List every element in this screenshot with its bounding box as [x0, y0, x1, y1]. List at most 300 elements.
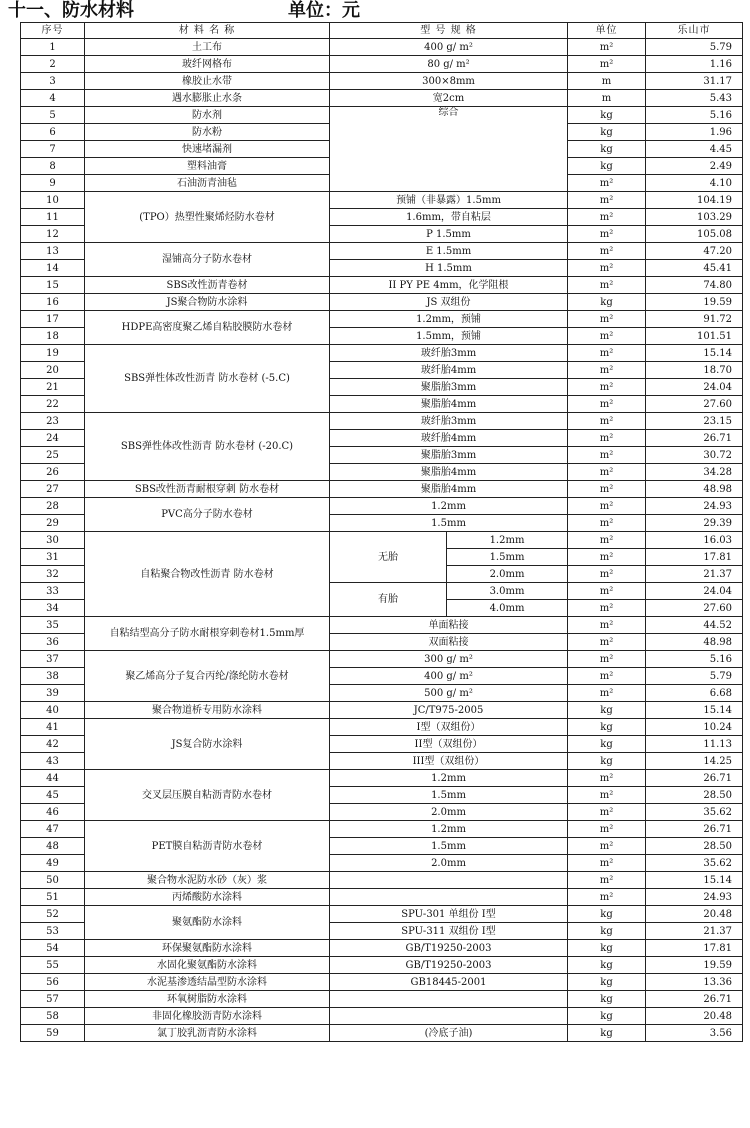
table-row: [21, 889, 743, 906]
unit: m²: [568, 362, 646, 379]
spec: 双面粘接: [330, 634, 568, 651]
material-name: 聚氨酯防水涂料: [85, 906, 330, 940]
unit: m²: [568, 396, 646, 413]
unit: m²: [568, 379, 646, 396]
unit: kg: [568, 1008, 646, 1025]
price: 44.52: [646, 617, 743, 634]
price: 74.80: [646, 277, 743, 294]
row-number: 20: [21, 362, 85, 379]
spec: 400 g/ m²: [330, 668, 568, 685]
price: 21.37: [646, 566, 743, 583]
unit: m²: [568, 311, 646, 328]
material-name: 石油沥青油毡: [85, 175, 330, 192]
spec: 1.2mm: [447, 532, 568, 549]
spec: [330, 1008, 568, 1025]
unit: m²: [568, 685, 646, 702]
row-number: 15: [21, 277, 85, 294]
table-row: [21, 56, 743, 73]
price: 45.41: [646, 260, 743, 277]
price: 5.79: [646, 39, 743, 56]
table-row: [21, 39, 743, 56]
unit: m²: [568, 838, 646, 855]
unit: kg: [568, 294, 646, 311]
price: 17.81: [646, 940, 743, 957]
material-name: SBS弹性体改性沥青 防水卷材 (-5.C): [85, 345, 330, 413]
price: 1.96: [646, 124, 743, 141]
row-number: 30: [21, 532, 85, 549]
spec: 综合: [330, 107, 568, 192]
price: 24.93: [646, 498, 743, 515]
row-number: 40: [21, 702, 85, 719]
row-number: 21: [21, 379, 85, 396]
unit: m²: [568, 600, 646, 617]
unit: m²: [568, 549, 646, 566]
material-name: 橡胶止水带: [85, 73, 330, 90]
price: 24.04: [646, 583, 743, 600]
unit: kg: [568, 702, 646, 719]
price: 103.29: [646, 209, 743, 226]
row-number: 25: [21, 447, 85, 464]
table-row: [21, 617, 743, 634]
spec: 1.6mm，带自粘层: [330, 209, 568, 226]
table-row: [21, 872, 743, 889]
material-name: SBS改性沥青卷材: [85, 277, 330, 294]
unit: kg: [568, 753, 646, 770]
row-number: 49: [21, 855, 85, 872]
price: 5.16: [646, 651, 743, 668]
material-name: 氯丁胶乳沥青防水涂料: [85, 1025, 330, 1042]
price: 27.60: [646, 396, 743, 413]
unit: m: [568, 73, 646, 90]
table-row: [21, 277, 743, 294]
price: 15.14: [646, 872, 743, 889]
row-number: 57: [21, 991, 85, 1008]
spec: 400 g/ m²: [330, 39, 568, 56]
material-name: JS聚合物防水涂料: [85, 294, 330, 311]
unit: kg: [568, 124, 646, 141]
price-table: [20, 22, 743, 1042]
unit: kg: [568, 923, 646, 940]
material-name: (TPO）热塑性聚烯烃防水卷材: [85, 192, 330, 243]
unit: m²: [568, 345, 646, 362]
unit: m²: [568, 413, 646, 430]
price: 26.71: [646, 430, 743, 447]
price: 10.24: [646, 719, 743, 736]
table-row: [21, 73, 743, 90]
unit: kg: [568, 940, 646, 957]
material-name: 塑料油膏: [85, 158, 330, 175]
table-row: [21, 974, 743, 991]
price: 48.98: [646, 481, 743, 498]
unit: kg: [568, 719, 646, 736]
unit: m²: [568, 889, 646, 906]
row-number: 55: [21, 957, 85, 974]
row-number: 48: [21, 838, 85, 855]
price: 14.25: [646, 753, 743, 770]
price: 29.39: [646, 515, 743, 532]
spec: 玻纤胎4mm: [330, 362, 568, 379]
table-header-row: [21, 23, 743, 39]
price: 3.56: [646, 1025, 743, 1042]
price: 15.14: [646, 702, 743, 719]
spec: 4.0mm: [447, 600, 568, 617]
price: 5.43: [646, 90, 743, 107]
spec: 玻纤胎3mm: [330, 345, 568, 362]
unit: m²: [568, 481, 646, 498]
row-number: 36: [21, 634, 85, 651]
unit: m²: [568, 583, 646, 600]
material-name: PVC高分子防水卷材: [85, 498, 330, 532]
unit: m²: [568, 209, 646, 226]
price: 24.93: [646, 889, 743, 906]
col-header-name: 材 料 名 称: [85, 23, 330, 39]
spec: 2.0mm: [330, 855, 568, 872]
row-number: 58: [21, 1008, 85, 1025]
unit: m²: [568, 243, 646, 260]
row-number: 17: [21, 311, 85, 328]
price: 21.37: [646, 923, 743, 940]
price: 1.16: [646, 56, 743, 73]
row-number: 59: [21, 1025, 85, 1042]
table-row: [21, 702, 743, 719]
unit: m²: [568, 872, 646, 889]
unit: kg: [568, 107, 646, 124]
unit: m²: [568, 175, 646, 192]
spec: 聚脂胎4mm: [330, 481, 568, 498]
unit: kg: [568, 1025, 646, 1042]
material-name: 环保聚氨酯防水涂料: [85, 940, 330, 957]
row-number: 39: [21, 685, 85, 702]
unit: m²: [568, 260, 646, 277]
unit: m²: [568, 770, 646, 787]
row-number: 41: [21, 719, 85, 736]
spec-group: 无胎: [330, 532, 447, 583]
row-number: 27: [21, 481, 85, 498]
material-name: 自粘结型高分子防水耐根穿刺卷材1.5mm厚: [85, 617, 330, 651]
material-name: 水泥基渗透结晶型防水涂料: [85, 974, 330, 991]
row-number: 47: [21, 821, 85, 838]
row-number: 53: [21, 923, 85, 940]
table-row: [21, 498, 743, 515]
row-number: 46: [21, 804, 85, 821]
price: 104.19: [646, 192, 743, 209]
unit: m²: [568, 430, 646, 447]
table-row: [21, 294, 743, 311]
row-number: 38: [21, 668, 85, 685]
row-number: 32: [21, 566, 85, 583]
row-number: 9: [21, 175, 85, 192]
price: 23.15: [646, 413, 743, 430]
spec: II PY PE 4mm，化学阻根: [330, 277, 568, 294]
price: 26.71: [646, 770, 743, 787]
section-title: 十一、防水材料: [8, 0, 134, 21]
row-number: 7: [21, 141, 85, 158]
material-name: 防水粉: [85, 124, 330, 141]
row-number: 45: [21, 787, 85, 804]
table-row: [21, 311, 743, 328]
price: 35.62: [646, 804, 743, 821]
row-number: 13: [21, 243, 85, 260]
row-number: 33: [21, 583, 85, 600]
material-name: SBS改性沥青耐根穿刺 防水卷材: [85, 481, 330, 498]
material-name: 丙烯酸防水涂料: [85, 889, 330, 906]
table-row: [21, 107, 743, 124]
price: 5.79: [646, 668, 743, 685]
table-row: [21, 821, 743, 838]
table-row: [21, 1008, 743, 1025]
price: 47.20: [646, 243, 743, 260]
unit: m²: [568, 192, 646, 209]
unit: m²: [568, 821, 646, 838]
unit: m²: [568, 39, 646, 56]
price: 28.50: [646, 787, 743, 804]
spec: 1.5mm，预铺: [330, 328, 568, 345]
row-number: 23: [21, 413, 85, 430]
spec: E 1.5mm: [330, 243, 568, 260]
table-row: [21, 957, 743, 974]
table-row: [21, 413, 743, 430]
spec: 300 g/ m²: [330, 651, 568, 668]
spec: 1.2mm: [330, 498, 568, 515]
spec: 500 g/ m²: [330, 685, 568, 702]
unit: kg: [568, 991, 646, 1008]
unit: m²: [568, 617, 646, 634]
row-number: 4: [21, 90, 85, 107]
page-header: [0, 0, 750, 22]
material-name: 自粘聚合物改性沥青 防水卷材: [85, 532, 330, 617]
row-number: 18: [21, 328, 85, 345]
spec: 1.5mm: [330, 787, 568, 804]
material-name: PET膜自粘沥青防水卷材: [85, 821, 330, 872]
row-number: 10: [21, 192, 85, 209]
material-name: 遇水膨胀止水条: [85, 90, 330, 107]
spec: JS 双组份: [330, 294, 568, 311]
unit: m²: [568, 804, 646, 821]
spec: (冷底子油): [330, 1025, 568, 1042]
spec: 1.5mm: [330, 515, 568, 532]
unit: kg: [568, 957, 646, 974]
unit: m²: [568, 787, 646, 804]
table-row: [21, 770, 743, 787]
price: 35.62: [646, 855, 743, 872]
spec: 宽2cm: [330, 90, 568, 107]
price: 2.49: [646, 158, 743, 175]
col-header-price: 乐山市: [646, 23, 743, 39]
row-number: 44: [21, 770, 85, 787]
spec-group: 有胎: [330, 583, 447, 617]
row-number: 3: [21, 73, 85, 90]
material-name: 聚乙烯高分子复合丙纶/涤纶防水卷材: [85, 651, 330, 702]
spec: 2.0mm: [330, 804, 568, 821]
row-number: 52: [21, 906, 85, 923]
spec: SPU-301 单组份 I型: [330, 906, 568, 923]
price: 24.04: [646, 379, 743, 396]
price: 15.14: [646, 345, 743, 362]
spec: 玻纤胎3mm: [330, 413, 568, 430]
spec: 3.0mm: [447, 583, 568, 600]
price: 16.03: [646, 532, 743, 549]
table-row: [21, 1025, 743, 1042]
row-number: 56: [21, 974, 85, 991]
price: 26.71: [646, 821, 743, 838]
spec: 300×8mm: [330, 73, 568, 90]
spec: 1.5mm: [447, 549, 568, 566]
spec: GB/T19250-2003: [330, 957, 568, 974]
col-header-unit: 单位: [568, 23, 646, 39]
row-number: 14: [21, 260, 85, 277]
table-row: [21, 906, 743, 923]
price: 6.68: [646, 685, 743, 702]
spec: 2.0mm: [447, 566, 568, 583]
row-number: 6: [21, 124, 85, 141]
row-number: 29: [21, 515, 85, 532]
table-row: [21, 940, 743, 957]
material-name: 快速堵漏剂: [85, 141, 330, 158]
unit: m²: [568, 328, 646, 345]
unit: m²: [568, 226, 646, 243]
unit: kg: [568, 974, 646, 991]
col-header-spec: 型 号 规 格: [330, 23, 568, 39]
row-number: 12: [21, 226, 85, 243]
price: 13.36: [646, 974, 743, 991]
price: 19.59: [646, 957, 743, 974]
price: 20.48: [646, 906, 743, 923]
row-number: 19: [21, 345, 85, 362]
row-number: 2: [21, 56, 85, 73]
price: 31.17: [646, 73, 743, 90]
unit: m²: [568, 464, 646, 481]
price: 30.72: [646, 447, 743, 464]
unit: m²: [568, 855, 646, 872]
row-number: 22: [21, 396, 85, 413]
unit: kg: [568, 736, 646, 753]
price: 26.71: [646, 991, 743, 1008]
material-name: JS复合防水涂料: [85, 719, 330, 770]
spec: 聚脂胎3mm: [330, 379, 568, 396]
material-name: SBS弹性体改性沥青 防水卷材 (-20.C): [85, 413, 330, 481]
material-name: 土工布: [85, 39, 330, 56]
row-number: 37: [21, 651, 85, 668]
spec: II型（双组份）: [330, 736, 568, 753]
price: 91.72: [646, 311, 743, 328]
unit: m²: [568, 515, 646, 532]
material-name: 环氧树脂防水涂料: [85, 991, 330, 1008]
price: 48.98: [646, 634, 743, 651]
spec: 聚脂胎4mm: [330, 396, 568, 413]
material-name: 非固化橡胶沥青防水涂料: [85, 1008, 330, 1025]
unit: kg: [568, 141, 646, 158]
unit: kg: [568, 906, 646, 923]
table-row: [21, 192, 743, 209]
table-row: [21, 481, 743, 498]
price: 11.13: [646, 736, 743, 753]
unit: m: [568, 90, 646, 107]
row-number: 43: [21, 753, 85, 770]
spec: [330, 872, 568, 889]
unit: m²: [568, 56, 646, 73]
spec: JC/T975-2005: [330, 702, 568, 719]
price: 28.50: [646, 838, 743, 855]
row-number: 5: [21, 107, 85, 124]
spec: 80 g/ m²: [330, 56, 568, 73]
price: 4.45: [646, 141, 743, 158]
spec: [330, 889, 568, 906]
table-row: [21, 90, 743, 107]
table-row: [21, 345, 743, 362]
row-number: 8: [21, 158, 85, 175]
row-number: 54: [21, 940, 85, 957]
table-row: [21, 719, 743, 736]
price: 19.59: [646, 294, 743, 311]
unit: m²: [568, 532, 646, 549]
spec: [330, 991, 568, 1008]
spec: 1.5mm: [330, 838, 568, 855]
row-number: 24: [21, 430, 85, 447]
material-name: 聚合物水泥防水砂（灰）浆: [85, 872, 330, 889]
spec: 1.2mm: [330, 821, 568, 838]
material-name: 聚合物道桥专用防水涂料: [85, 702, 330, 719]
spec: H 1.5mm: [330, 260, 568, 277]
material-name: 湿铺高分子防水卷材: [85, 243, 330, 277]
spec: 聚脂胎3mm: [330, 447, 568, 464]
row-number: 34: [21, 600, 85, 617]
unit: m²: [568, 651, 646, 668]
table-row: [21, 532, 743, 549]
material-name: 玻纤网格布: [85, 56, 330, 73]
spec: 1.2mm: [330, 770, 568, 787]
row-number: 42: [21, 736, 85, 753]
row-number: 50: [21, 872, 85, 889]
spec: GB/T19250-2003: [330, 940, 568, 957]
row-number: 51: [21, 889, 85, 906]
unit: m²: [568, 498, 646, 515]
row-number: 28: [21, 498, 85, 515]
material-name: HDPE高密度聚乙烯自粘胶膜防水卷材: [85, 311, 330, 345]
price: 5.16: [646, 107, 743, 124]
price: 34.28: [646, 464, 743, 481]
spec: III型（双组份）: [330, 753, 568, 770]
table-row: [21, 651, 743, 668]
spec: 预铺（非暴露）1.5mm: [330, 192, 568, 209]
unit: kg: [568, 158, 646, 175]
spec: 单面粘接: [330, 617, 568, 634]
row-number: 35: [21, 617, 85, 634]
spec: 玻纤胎4mm: [330, 430, 568, 447]
material-name: 防水剂: [85, 107, 330, 124]
table-row: [21, 243, 743, 260]
unit: m²: [568, 566, 646, 583]
table-row: [21, 991, 743, 1008]
row-number: 16: [21, 294, 85, 311]
unit: m²: [568, 634, 646, 651]
unit: m²: [568, 668, 646, 685]
price: 105.08: [646, 226, 743, 243]
row-number: 31: [21, 549, 85, 566]
material-name: 交叉层压膜自粘沥青防水卷材: [85, 770, 330, 821]
col-header-no: 序号: [21, 23, 85, 39]
price: 101.51: [646, 328, 743, 345]
spec: GB18445-2001: [330, 974, 568, 991]
unit: m²: [568, 277, 646, 294]
price: 17.81: [646, 549, 743, 566]
price: 20.48: [646, 1008, 743, 1025]
price: 18.70: [646, 362, 743, 379]
spec: 1.2mm，预铺: [330, 311, 568, 328]
row-number: 11: [21, 209, 85, 226]
spec: I型（双组份）: [330, 719, 568, 736]
spec: SPU-311 双组份 I型: [330, 923, 568, 940]
material-name: 水固化聚氨酯防水涂料: [85, 957, 330, 974]
